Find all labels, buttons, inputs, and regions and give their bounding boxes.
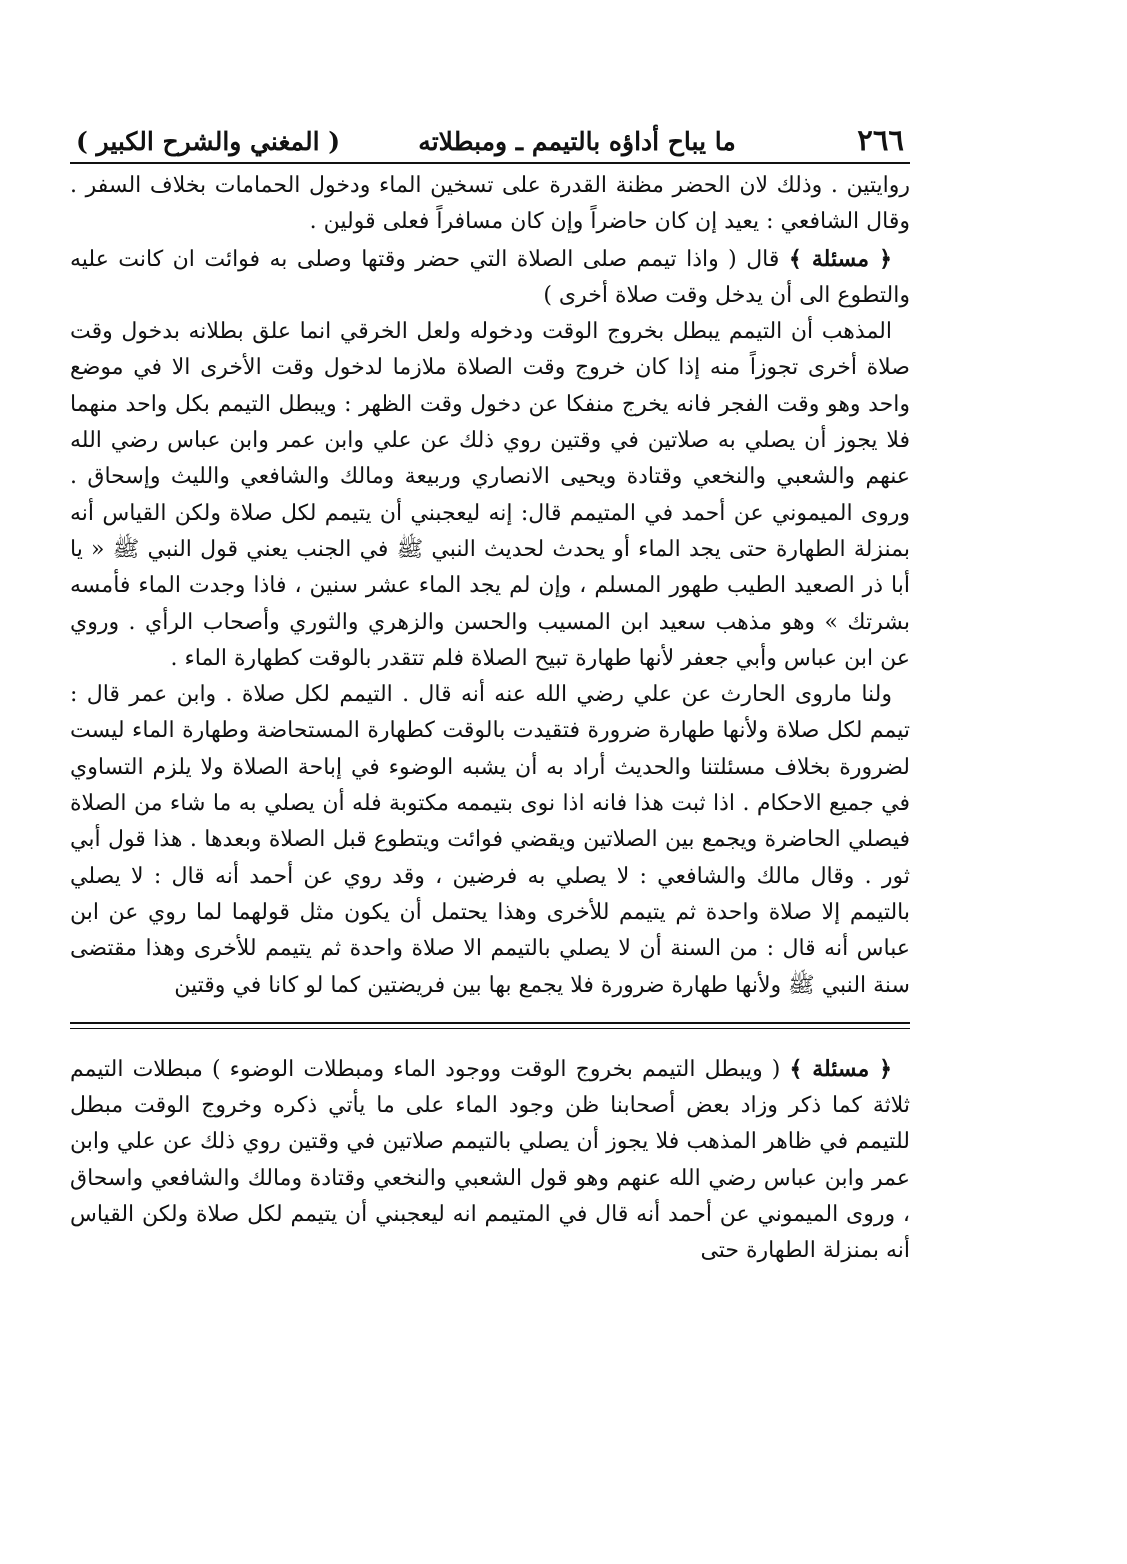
document-page <box>70 118 910 1270</box>
commentary-text <box>70 1051 910 1270</box>
paragraph-2-text: قال ( واذا تيمم صلى الصلاة التي حضر وقتها وصلى به فوائت ان كانت عليه والتطوع الى أن يدخل وقت صلاة أخرى ) <box>70 246 910 308</box>
commentary-paragraph-text: ( ويبطل التيمم بخروج الوقت ووجود الماء ومبطلات الوضوء ) مبطلات التيمم ثلاثة كما ذكر وزاد بعض أصحابنا ظن وجود الماء على ما يأتي ذكره وخروج الوقت مبطل للتيمم في ظاهر المذهب فلا يجوز أن يصلي بالتيمم صلاتين في وقتين روي ذلك عن علي وابن عمر وابن عباس رضي الله عنهم وهو قول الشعبي والنخعي وقتادة ومالك والشافعي واسحاق ، وروى الميموني عن أحمد أنه قال في المتيمم انه ليعجبني أن يتيمم لكل صلاة ولكن القياس أنه بمنزلة الطهارة حتى <box>70 1056 910 1264</box>
paragraph-3: المذهب أن التيمم يبطل بخروج الوقت ودخوله ولعل الخرقي انما علق بطلانه بدخول وقت صلاة أخرى تجوزاً منه إذا كان خروج وقت الصلاة ملازما لدخول وقت الأخرى الا في موضع واحد وهو وقت الفجر فانه يخرج منفكا عن دخول وقت الظهر : ويبطل التيمم بكل واحد منهما فلا يجوز أن يصلي به صلاتين في وقتين روي ذلك عن علي وابن عمر وابن عباس رضي الله عنهم والشعبي والنخعي وقتادة ويحيى الانصاري وربيعة ومالك والشافعي والليث وإسحاق . وروى الميموني عن أحمد في المتيمم قال: إنه ليعجبني أن يتيمم لكل صلاة ولكن القياس أنه بمنزلة الطهارة حتى يجد الماء أو يحدث لحديث النبي ﷺ في الجنب يعني قول النبي ﷺ « يا أبا ذر الصعيد الطيب طهور المسلم ، وإن لم يجد الماء عشر سنين ، فاذا وجدت الماء فأمسه بشرتك » وهو مذهب سعيد ابن المسيب والحسن والزهري والثوري وأصحاب الرأي . وروي عن ابن عباس وأبي جعفر لأنها طهارة تبيح الصلاة فلم تتقدر بالوقت كطهارة الماء . <box>70 319 911 671</box>
commentary-issue-label: ﴿ مسئلة ﴾ <box>789 1055 892 1082</box>
running-header <box>70 118 910 162</box>
paragraph-2 <box>70 241 910 315</box>
paragraph-4: ولنا ماروى الحارث عن علي رضي الله عنه أنه قال . التيمم لكل صلاة . وابن عمر قال : تيمم لكل صلاة ولأنها طهارة ضرورة فتقيدت بالوقت كطهارة المستحاضة وطهارة الماء ليست لضرورة بخلاف مسئلتنا والحديث أراد به أن يشبه الوضوء في إباحة الصلاة ولا يلزم التساوي في جميع الاحكام . اذا ثبت هذا فانه اذا نوى بتيممه مكتوبة فله أن يصلي به ما شاء من الصلاة فيصلي الحاضرة ويجمع بين الصلاتين ويقضي فوائت ويتطوع قبل الصلاة وبعدها . هذا قول أبي ثور . وقال مالك والشافعي : لا يصلي به فرضين ، وقد روي عن أحمد أنه قال : لا يصلي بالتيمم إلا صلاة واحدة ثم يتيمم للأخرى وهذا يحتمل أن يكون مثل قولهما لما روي عن ابن عباس أنه قال : من السنة أن لا يصلي بالتيمم الا صلاة واحدة ثم يتيمم للأخرى وهذا مقتضى سنة النبي ﷺ ولأنها طهارة ضرورة فلا يجمع بها بين فريضتين كما لو كانا في وقتين <box>70 682 910 998</box>
chapter-title: ما يباح أداؤه بالتيمم ـ ومبطلاته <box>418 127 736 156</box>
paragraph-1: روايتين . وذلك لان الحضر مظنة القدرة على تسخين الماء ودخول الحمامات بخلاف السفر . وقال الشافعي : يعيد إن كان حاضراً وإن كان مسافراً فعلى قولين . <box>70 173 910 235</box>
page-number: ٢٦٦ <box>857 123 904 157</box>
issue-label: ﴿ مسئلة ﴾ <box>788 245 893 272</box>
commentary-paragraph <box>70 1051 910 1270</box>
book-title: ( المغني والشرح الكبير ) <box>76 127 341 156</box>
footer-separator <box>70 1022 910 1029</box>
main-text <box>70 168 910 1004</box>
